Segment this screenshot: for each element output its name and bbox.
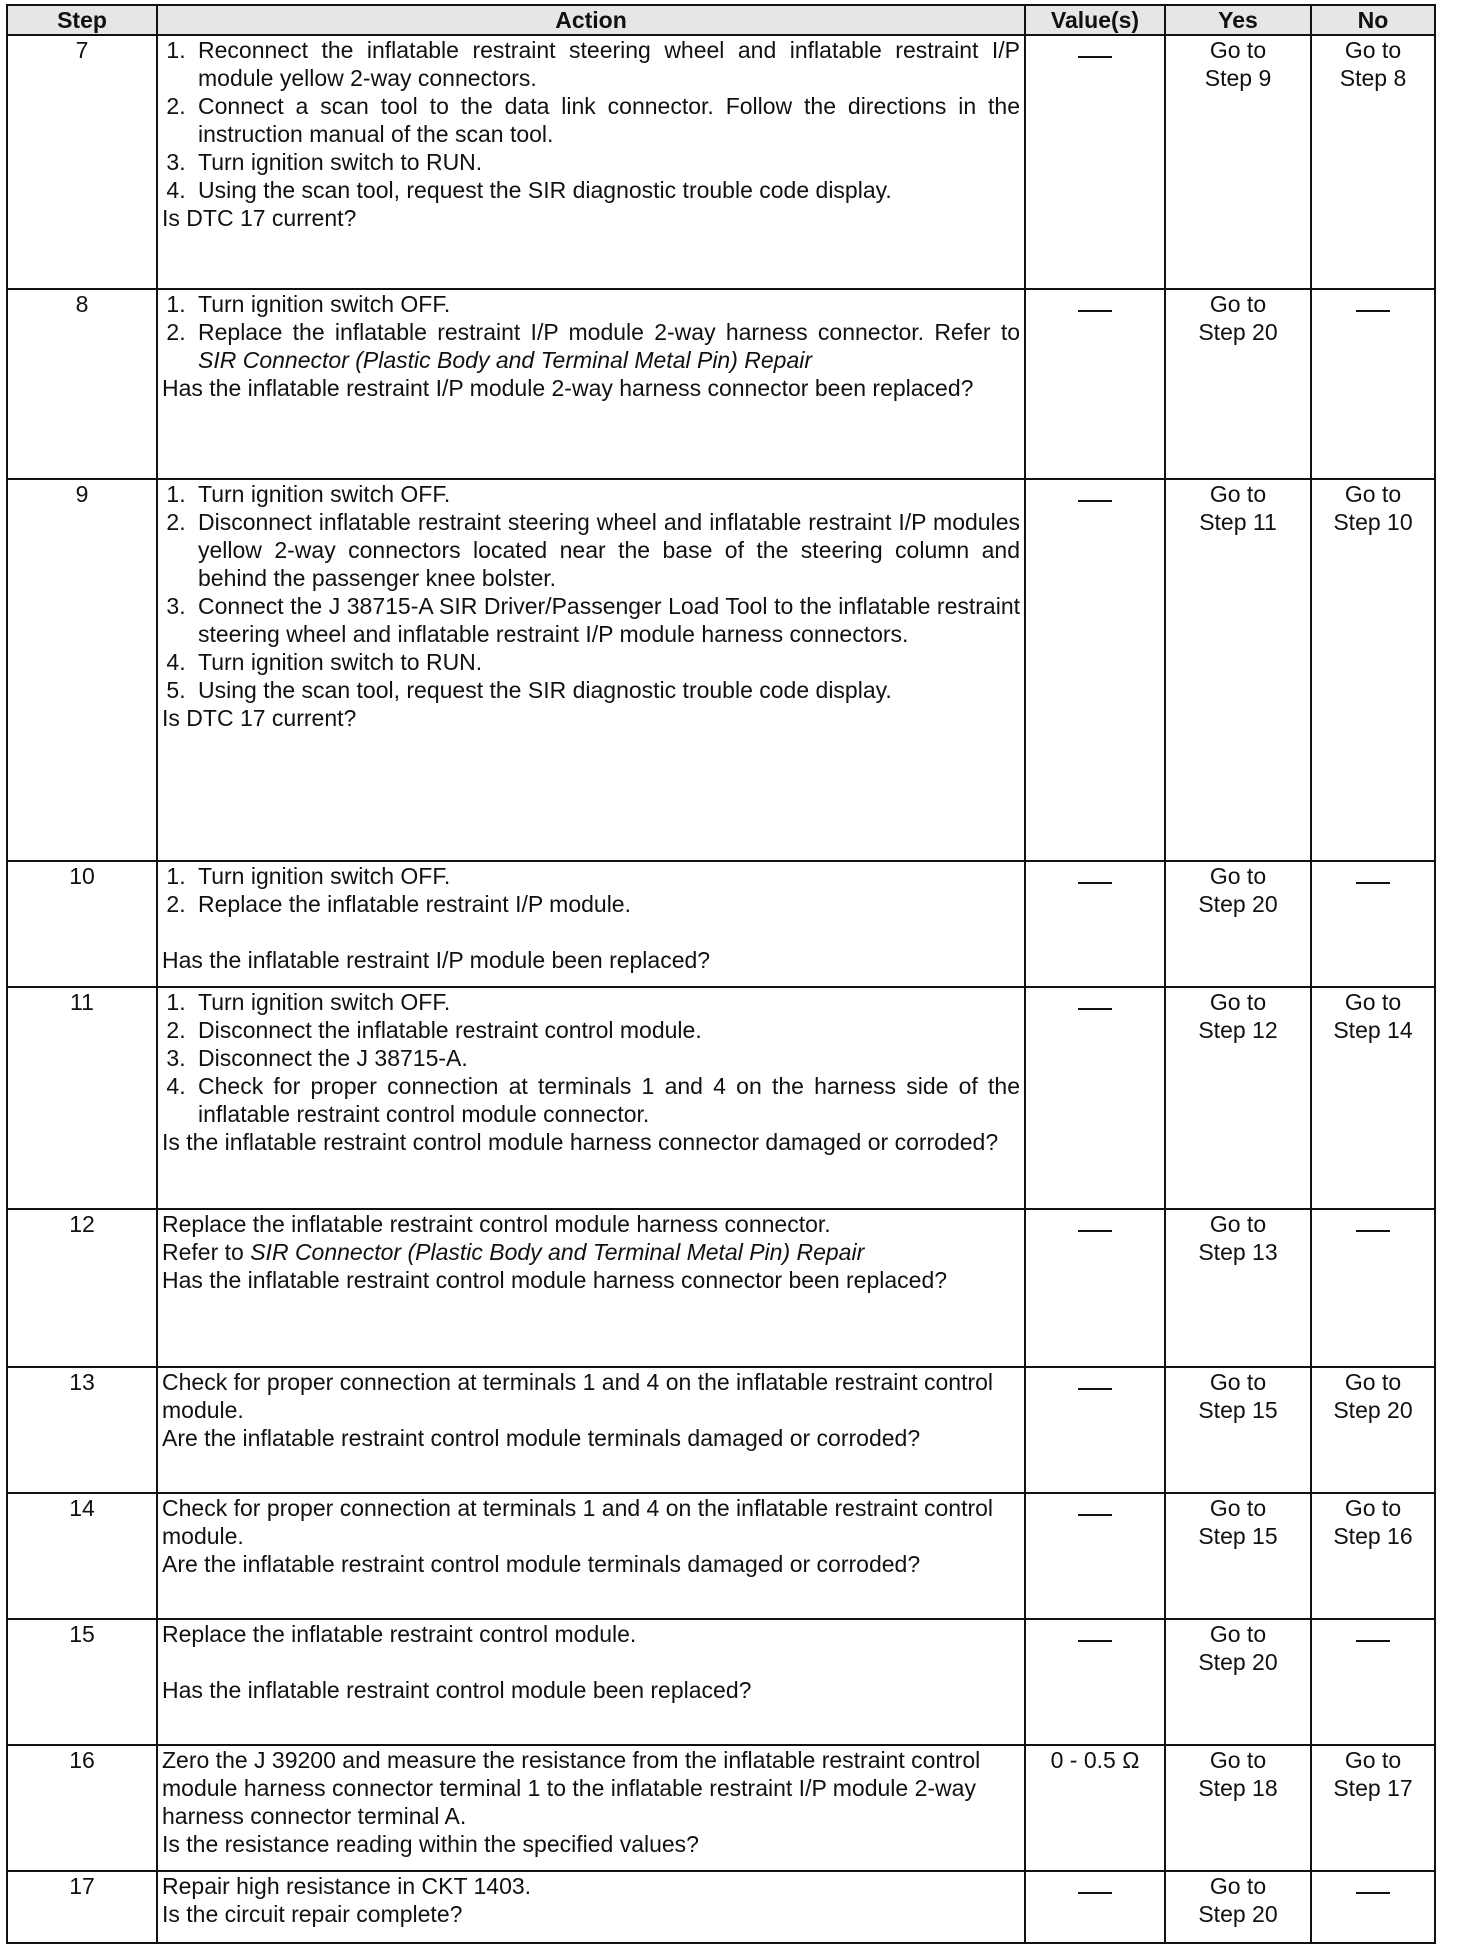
no-line: Go to [1344,989,1402,1015]
table-row [7,289,1435,479]
no-dash [1356,882,1390,884]
yes-line: Go to [1209,1211,1267,1237]
header-values: Value(s) [1025,5,1165,35]
action-steps [162,480,1020,704]
no-line: Step 17 [1333,1775,1413,1801]
step-cell: 9 [7,479,157,861]
no-cell [1311,289,1435,479]
no-cell [1311,987,1435,1209]
value-dash [1078,1388,1112,1390]
header-row [7,5,1435,35]
question-text: Are the inflatable restraint control module terminals damaged or corroded? [162,1551,921,1577]
value-dash [1078,1640,1112,1642]
value-cell [1025,1209,1165,1367]
yes-line: Step 11 [1199,509,1277,535]
step-cell: 8 [7,289,157,479]
action-text: Replace the inflatable restraint control module. [162,1621,637,1647]
no-line: Step 16 [1333,1523,1413,1549]
reference-line: Refer to SIR Connector (Plastic Body and Terminal Metal Pin) Repair [162,1239,865,1265]
yes-cell [1165,1619,1311,1745]
no-line: Step 10 [1333,509,1413,535]
table-row [7,1209,1435,1367]
value-text: 0 - 0.5 Ω [1050,1747,1140,1773]
header-action: Action [157,5,1025,35]
yes-line: Step 15 [1198,1523,1278,1549]
step-cell: 17 [7,1871,157,1943]
value-cell [1025,1871,1165,1943]
action-cell [157,861,1025,987]
table-row [7,861,1435,987]
header-step: Step [7,5,157,35]
action-cell [157,1619,1025,1745]
action-step: 5. Using the scan tool, request the SIR diagnostic trouble code display. [192,676,1020,704]
table-row [7,987,1435,1209]
no-line: Step 14 [1333,1017,1413,1043]
yes-line: Go to [1209,1369,1267,1395]
action-step: 2. Replace the inflatable restraint I/P module 2-way harness connector. Refer to SIR Connector (Plastic Body and Terminal Metal Pin) Repair [192,318,1020,374]
table-row [7,479,1435,861]
action-text: Replace the inflatable restraint control module harness connector. [162,1211,831,1237]
value-cell [1025,861,1165,987]
question-text: Is the circuit repair complete? [162,1901,463,1927]
action-cell [157,1871,1025,1943]
no-cell [1311,1367,1435,1493]
value-cell [1025,1493,1165,1619]
header-no: No [1311,5,1435,35]
value-dash [1078,56,1112,58]
action-cell [157,1367,1025,1493]
no-line: Go to [1344,1747,1402,1773]
action-step: 3. Disconnect the J 38715-A. [192,1044,1020,1072]
action-cell [157,35,1025,289]
action-step: 2. Connect a scan tool to the data link connector. Follow the directions in the instruction manual of the scan tool. [192,92,1020,148]
yes-line: Go to [1209,1495,1267,1521]
question-text: Has the inflatable restraint control module been replaced? [162,1677,752,1703]
value-cell [1025,479,1165,861]
yes-cell [1165,479,1311,861]
value-dash [1078,310,1112,312]
yes-line: Step 20 [1198,891,1278,917]
action-cell [157,1209,1025,1367]
action-steps [162,36,1020,204]
action-cell [157,289,1025,479]
yes-line: Go to [1209,481,1267,507]
yes-cell [1165,1209,1311,1367]
action-text: Check for proper connection at terminals 1 and 4 on the inflatable restraint control module. [162,1495,994,1549]
action-step: 3. Turn ignition switch to RUN. [192,148,1020,176]
step-cell: 15 [7,1619,157,1745]
step-cell: 11 [7,987,157,1209]
action-steps [162,862,1020,918]
yes-line: Go to [1209,863,1267,889]
action-cell [157,987,1025,1209]
no-cell [1311,1745,1435,1871]
yes-line: Step 13 [1198,1239,1278,1265]
yes-line: Step 20 [1198,319,1278,345]
question-text: Are the inflatable restraint control module terminals damaged or corroded? [162,1425,921,1451]
no-cell [1311,479,1435,861]
question-text: Is the inflatable restraint control module harness connector damaged or corroded? [162,1129,999,1155]
yes-line: Go to [1209,1873,1267,1899]
yes-line: Step 20 [1198,1649,1278,1675]
value-dash [1078,1008,1112,1010]
yes-line: Step 9 [1204,65,1272,91]
action-cell [157,1745,1025,1871]
yes-line: Step 15 [1198,1397,1278,1423]
action-text: Check for proper connection at terminals 1 and 4 on the inflatable restraint control module. [162,1369,994,1423]
action-step: 2. Disconnect the inflatable restraint control module. [192,1016,1020,1044]
question-text: Is the resistance reading within the specified values? [162,1831,699,1857]
question-text: Has the inflatable restraint I/P module been replaced? [162,947,711,973]
no-line: Go to [1344,1495,1402,1521]
table-row [7,1745,1435,1871]
value-dash [1078,1514,1112,1516]
question-text: Is DTC 17 current? [162,705,357,731]
yes-line: Go to [1209,37,1267,63]
value-cell [1025,35,1165,289]
value-cell [1025,987,1165,1209]
yes-line: Go to [1209,989,1267,1015]
yes-line: Step 12 [1198,1017,1278,1043]
step-cell: 10 [7,861,157,987]
no-line: Go to [1344,481,1402,507]
action-step: 1. Turn ignition switch OFF. [192,290,1020,318]
yes-cell [1165,1745,1311,1871]
reference-title: SIR Connector (Plastic Body and Terminal Metal Pin) Repair [198,347,813,373]
step-cell: 14 [7,1493,157,1619]
yes-line: Step 20 [1198,1901,1278,1927]
table-row [7,1871,1435,1943]
action-cell [157,479,1025,861]
action-step: 1. Turn ignition switch OFF. [192,480,1020,508]
value-dash [1078,1230,1112,1232]
header-yes: Yes [1165,5,1311,35]
yes-cell [1165,1871,1311,1943]
question-text: Has the inflatable restraint control module harness connector been replaced? [162,1267,948,1293]
action-cell [157,1493,1025,1619]
diagnostic-table [6,4,1436,1944]
action-step: 2. Replace the inflatable restraint I/P module. [192,890,1020,918]
no-cell [1311,861,1435,987]
action-step: 1. Reconnect the inflatable restraint steering wheel and inflatable restraint I/P module yellow 2-way connectors. [192,36,1020,92]
question-text: Is DTC 17 current? [162,205,357,231]
step-cell: 12 [7,1209,157,1367]
no-cell [1311,1871,1435,1943]
no-dash [1356,310,1390,312]
yes-cell [1165,1493,1311,1619]
spacer [162,918,1020,946]
step-cell: 13 [7,1367,157,1493]
action-text: Repair high resistance in CKT 1403. [162,1873,532,1899]
table-row [7,1619,1435,1745]
action-step: 1. Turn ignition switch OFF. [192,862,1020,890]
spacer [162,1648,1020,1676]
step-cell: 7 [7,35,157,289]
table-row [7,1493,1435,1619]
action-steps [162,290,1020,374]
no-line: Step 8 [1339,65,1407,91]
yes-cell [1165,35,1311,289]
action-step: 4. Check for proper connection at terminals 1 and 4 on the harness side of the inflatable restraint control module connector. [192,1072,1020,1128]
value-cell [1025,1745,1165,1871]
value-cell [1025,1619,1165,1745]
table-row [7,1367,1435,1493]
reference-title: SIR Connector (Plastic Body and Terminal Metal Pin) Repair [250,1239,865,1265]
table-row [7,35,1435,289]
value-dash [1078,500,1112,502]
action-text: Zero the J 39200 and measure the resistance from the inflatable restraint control module harness connector terminal 1 to the inflatable restraint I/P module 2-way harness connector terminal A. [162,1747,981,1829]
yes-line: Go to [1209,1747,1267,1773]
value-dash [1078,1892,1112,1894]
action-step: 3. Connect the J 38715-A SIR Driver/Passenger Load Tool to the inflatable restraint steering wheel and inflatable restraint I/P module harness connectors. [192,592,1020,648]
step-cell: 16 [7,1745,157,1871]
action-step: 4. Using the scan tool, request the SIR diagnostic trouble code display. [192,176,1020,204]
yes-cell [1165,289,1311,479]
no-cell [1311,35,1435,289]
action-step: 1. Turn ignition switch OFF. [192,988,1020,1016]
no-line: Go to [1344,1369,1402,1395]
no-line: Step 20 [1333,1397,1413,1423]
no-cell [1311,1209,1435,1367]
no-dash [1356,1892,1390,1894]
yes-line: Go to [1209,291,1267,317]
action-steps [162,988,1020,1128]
no-dash [1356,1230,1390,1232]
table-body [7,35,1435,1943]
yes-line: Go to [1209,1621,1267,1647]
yes-cell [1165,987,1311,1209]
question-text: Has the inflatable restraint I/P module 2-way harness connector been replaced? [162,375,974,401]
yes-cell [1165,1367,1311,1493]
no-dash [1356,1640,1390,1642]
no-line: Go to [1344,37,1402,63]
value-cell [1025,1367,1165,1493]
action-step: 2. Disconnect inflatable restraint steering wheel and inflatable restraint I/P modules yellow 2-way connectors located near the base of the steering column and behind the passenger knee bolster. [192,508,1020,592]
action-step: 4. Turn ignition switch to RUN. [192,648,1020,676]
no-cell [1311,1493,1435,1619]
value-dash [1078,882,1112,884]
yes-cell [1165,861,1311,987]
no-cell [1311,1619,1435,1745]
value-cell [1025,289,1165,479]
yes-line: Step 18 [1198,1775,1278,1801]
